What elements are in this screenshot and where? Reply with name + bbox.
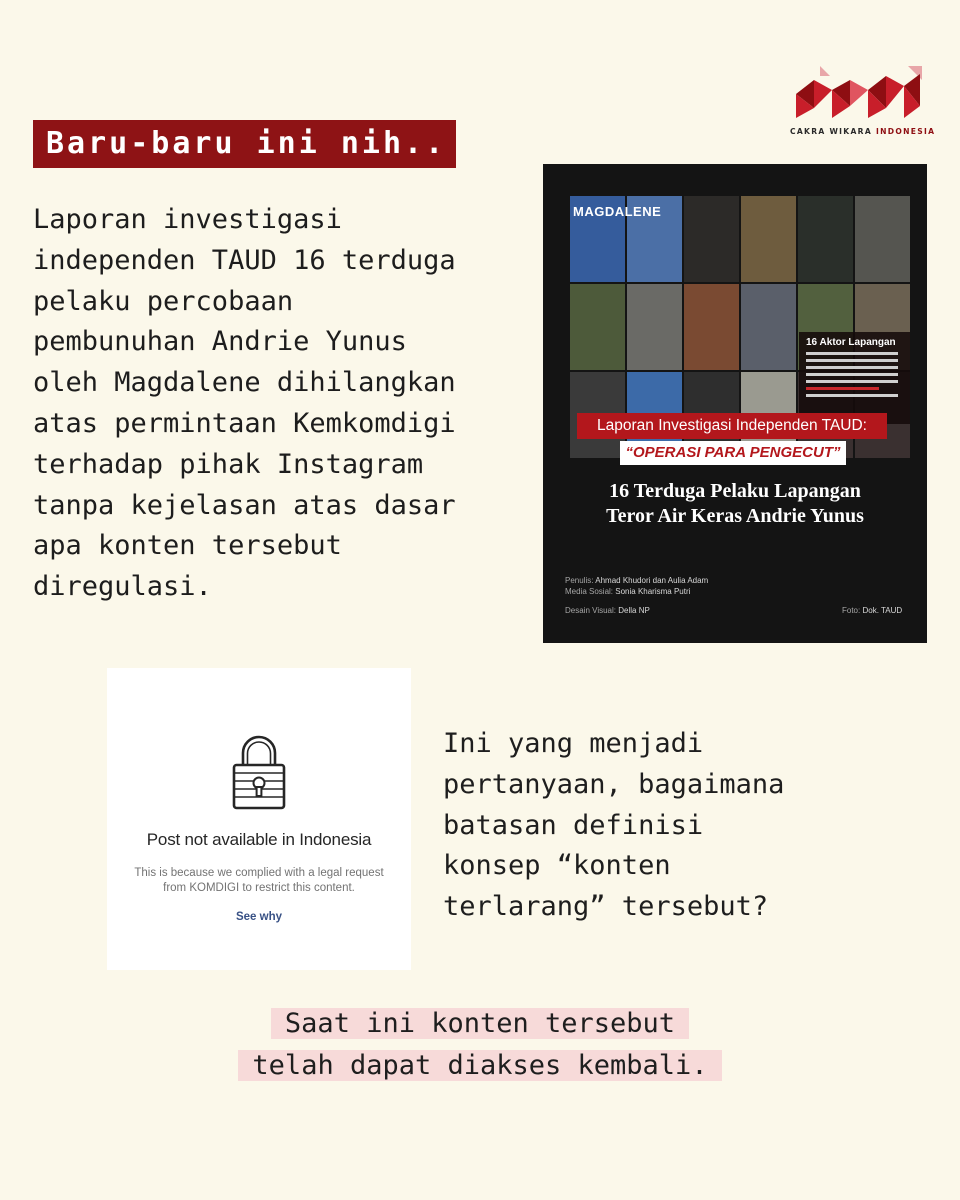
logo-wordmark bbox=[790, 127, 936, 136]
report-poster-image bbox=[543, 164, 927, 643]
geometric-triangles-logo-icon bbox=[790, 66, 926, 124]
intro-tag: Baru-baru ini nih.. bbox=[33, 120, 456, 168]
closing-note-line2: telah dapat diakses kembali. bbox=[238, 1050, 721, 1081]
photo-tile bbox=[855, 196, 910, 282]
photo-tile bbox=[741, 284, 796, 370]
photo-tile bbox=[798, 196, 853, 282]
photo-tile bbox=[684, 196, 739, 282]
question-paragraph: Ini yang menjadi pertanyaan, bagaimana batasan definisi konsep “konten terlarang” tersebut? bbox=[443, 728, 785, 923]
aktor-title: 16 Aktor Lapangan bbox=[806, 337, 896, 348]
logo bbox=[790, 66, 936, 144]
closing-note-line1: Saat ini konten tersebut bbox=[271, 1008, 689, 1039]
poster-credits bbox=[565, 575, 708, 616]
aktor-box bbox=[799, 332, 910, 424]
photo-tile bbox=[684, 284, 739, 370]
credit-value: Sonia Kharisma Putri bbox=[615, 587, 691, 596]
photo-tile bbox=[741, 196, 796, 282]
credit-label: Desain Visual: bbox=[565, 606, 616, 615]
notice-body: This is because we complied with a legal request from KOMDIGI to restrict this content. bbox=[134, 867, 384, 894]
credit-value: Della NP bbox=[618, 606, 650, 615]
credit-value: Dok. TAUD bbox=[862, 606, 903, 615]
logo-accent: INDONESIA bbox=[875, 127, 936, 136]
aktor-lines bbox=[806, 352, 903, 397]
credit-label: Media Sosial: bbox=[565, 587, 614, 596]
poster-headline-line2: Teror Air Keras Andrie Yunus bbox=[606, 505, 864, 527]
lock-icon bbox=[232, 734, 286, 810]
poster-brand: MAGDALENE bbox=[573, 204, 662, 219]
credit-label: Penulis: bbox=[565, 576, 594, 585]
closing-note bbox=[0, 1003, 960, 1087]
poster-band: Laporan Investigasi Independen TAUD: bbox=[577, 413, 887, 439]
poster-headline-line1: 16 Terduga Pelaku Lapangan bbox=[609, 480, 861, 502]
see-why-link[interactable]: See why bbox=[235, 911, 283, 923]
unavailable-post-card bbox=[107, 668, 411, 970]
poster-headline bbox=[543, 479, 927, 529]
credit-value: Ahmad Khudori dan Aulia Adam bbox=[595, 576, 709, 585]
photo-tile bbox=[570, 284, 625, 370]
credit-label: Foto: bbox=[842, 606, 861, 615]
logo-name: CAKRA WIKARA bbox=[790, 127, 872, 136]
photo-tile bbox=[627, 284, 682, 370]
notice-title: Post not available in Indonesia bbox=[146, 830, 372, 849]
poster-band-title: “OPERASI PARA PENGECUT” bbox=[620, 441, 846, 465]
poster-photo-credit bbox=[842, 606, 902, 615]
lead-paragraph: Laporan investigasi independen TAUD 16 terduga pelaku percobaan pembunuhan Andrie Yunus oleh Magdalene dihilangkan atas permintaan Kemkomdigi terhadap pihak Instagram tanpa kejelasan atas dasar apa konten tersebut diregulasi. bbox=[33, 204, 456, 603]
